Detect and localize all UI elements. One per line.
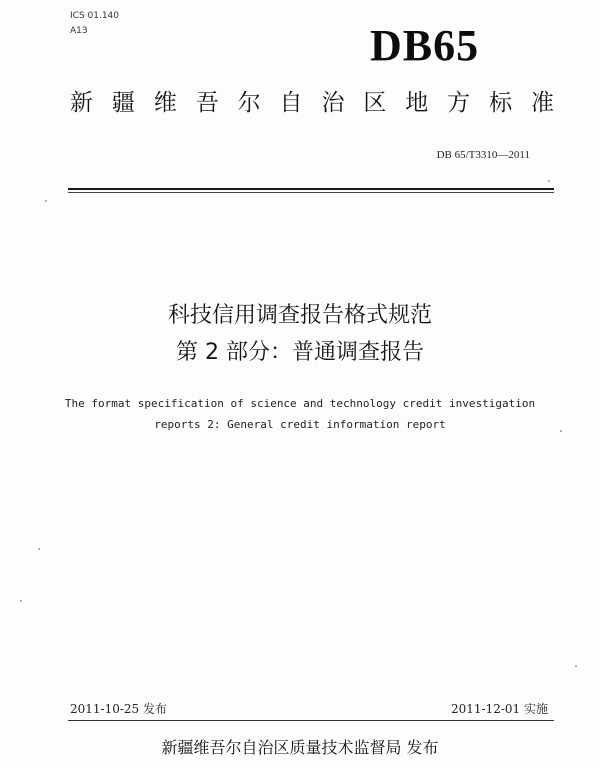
implementation-date: 2011-12-01 实施 <box>450 702 548 716</box>
footer-divider <box>68 720 554 721</box>
issuer-region-char: 准 <box>530 90 554 116</box>
issuer-region-char: 疆 <box>111 90 135 116</box>
document-subtitle-cn: 第 2 部分：普通调查报告 <box>176 340 424 365</box>
issuer-region-char: 标 <box>489 90 513 116</box>
issuer-region-char: 地 <box>405 90 429 116</box>
issuer-region-char: 区 <box>363 90 387 116</box>
document-title-cn: 科技信用调查报告格式规范 <box>167 303 432 328</box>
scan-speck <box>45 200 47 202</box>
ccs-code: A13 <box>70 26 88 36</box>
scan-speck <box>560 430 562 432</box>
ics-code: ICS 01.140 <box>70 11 120 21</box>
issue-date: 2011-10-25 发布 <box>70 702 168 716</box>
issuer-region-char: 方 <box>447 90 471 116</box>
standard-number: DB 65/T3310—2011 <box>436 149 530 161</box>
issuer-region-char: 维 <box>153 90 177 116</box>
issuer-region-title <box>70 92 554 115</box>
issuer-region-char: 治 <box>321 90 345 116</box>
issuer-region-char: 吾 <box>195 90 219 116</box>
scan-speck <box>38 548 40 550</box>
publisher: 新疆维吾尔自治区质量技术监督局 发布 <box>161 738 439 757</box>
scan-speck <box>20 600 22 602</box>
issuer-region-char: 新 <box>70 90 93 116</box>
scan-speck <box>548 180 550 182</box>
document-title-en-line2: reports 2: General credit information report <box>154 418 446 431</box>
issuer-region-char: 尔 <box>237 90 261 116</box>
scan-speck <box>575 665 577 667</box>
document-title-en-line1: The format specification of science and technology credit investigation <box>64 397 536 410</box>
standard-logo: DB65 <box>370 21 480 70</box>
issuer-region-char: 自 <box>279 90 303 116</box>
